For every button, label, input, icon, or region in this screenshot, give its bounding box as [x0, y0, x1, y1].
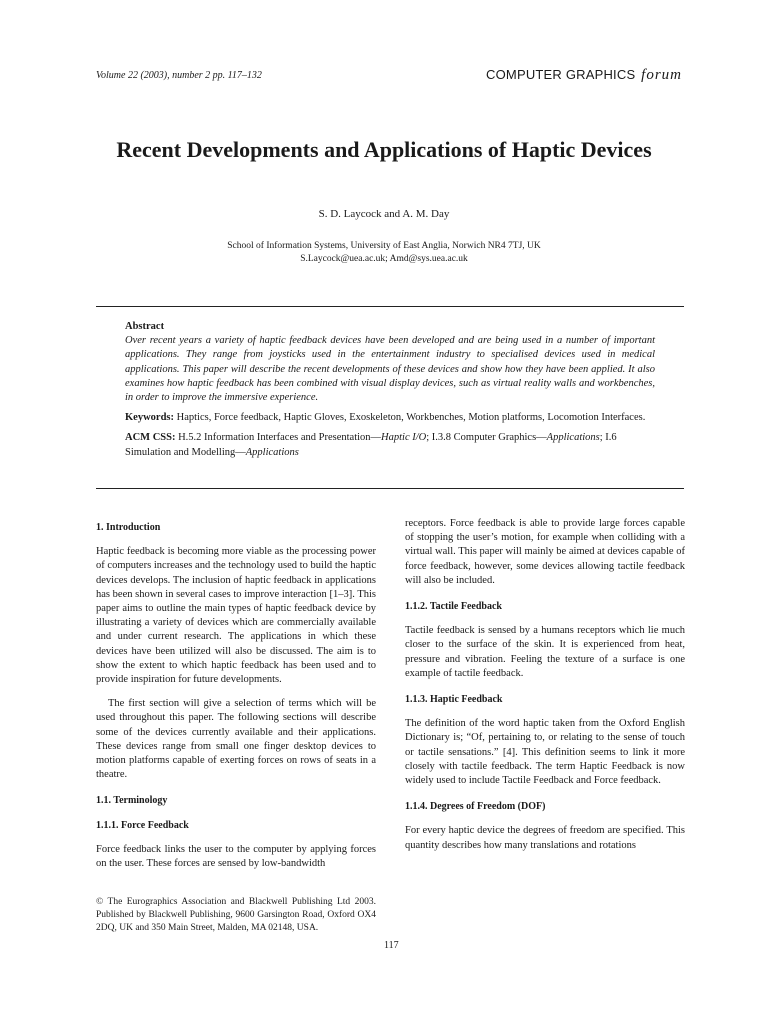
journal-name-forum: forum	[641, 67, 682, 83]
acm-part-1: H.5.2 Information Interfaces and Presentation—	[178, 432, 382, 444]
keywords	[125, 411, 655, 425]
affiliation-block	[0, 240, 768, 266]
page-number: 117	[384, 940, 399, 951]
section-heading-degrees-of-freedom: 1.1.4. Degrees of Freedom (DOF)	[405, 801, 546, 813]
affiliation: School of Information Systems, University of East Anglia, Norwich NR4 7TJ, UK	[227, 241, 541, 251]
abstract-section	[125, 320, 655, 460]
section-heading-terminology: 1.1. Terminology	[96, 795, 168, 807]
journal-name-main: COMPUTER GRAPHICS	[486, 67, 636, 82]
paper-authors: S. D. Laycock and A. M. Day	[318, 208, 450, 220]
dof-paragraph: For every haptic device the degrees of freedom are specified. This quantity describes how many translations and rotations	[405, 825, 685, 851]
acm-css	[125, 431, 655, 459]
keywords-label: Keywords:	[125, 412, 174, 424]
right-column	[405, 517, 685, 853]
abstract-top-rule	[96, 306, 684, 307]
acm-part-2-italic: Applications	[546, 432, 600, 444]
haptic-feedback-paragraph: The definition of the word haptic taken from the Oxford English Dictionary is; “Of, pertaining to, or relating to the sense of touch or tactile sensations.” [4]. This definition seems to link it more closely with tactile feedback. The term Haptic Feedback is now widely used to include Tactile Feedback and Force feedback.	[405, 718, 685, 787]
journal-name	[486, 67, 682, 84]
author-emails: S.Laycock@uea.ac.uk; Amd@sys.uea.ac.uk	[300, 254, 468, 264]
abstract-text: Over recent years a variety of haptic feedback devices have been developed and are being used in a number of important applications. They range from joysticks used in the entertainment industry to specialised devices used in medical applications. This paper will describe the recent developments of these devices and show how they have been applied. It also examines how haptic feedback has been combined with visual display devices, such as virtual reality walls and workbenches, in order to improve the immersive experience.	[125, 335, 655, 404]
acm-part-1-italic: Haptic I/O	[381, 432, 427, 444]
intro-paragraph-1: Haptic feedback is becoming more viable as the processing power of computers increases and the technology used to build the haptic devices develops. The inclusion of haptic feedback in applications has been shown in several cases to improve interaction [1–3]. This paper aims to outline the main types of haptic feedback device by illustrating a variety of devices which are commercially available and under current research. The applications in which these devices have been utilized will also be discussed. The aim is to show the extent to which haptic feedback has been used and to provide inspiration for future developments.	[96, 546, 376, 686]
force-feedback-paragraph: Force feedback links the user to the computer by applying forces on the user. These forces are sensed by low-bandwidth	[96, 843, 376, 870]
section-heading-introduction: 1. Introduction	[96, 522, 161, 533]
section-heading-force-feedback: 1.1.1. Force Feedback	[96, 819, 189, 831]
keywords-text: Haptics, Force feedback, Haptic Gloves, Exoskeleton, Workbenches, Motion platforms, Locomotion Interfaces.	[176, 412, 646, 424]
section-heading-tactile-feedback: 1.1.2. Tactile Feedback	[405, 601, 502, 613]
paper-title: Recent Developments and Applications of Haptic Devices	[116, 137, 652, 162]
copyright-footnote: © The Eurographics Association and Blackwell Publishing Ltd 2003. Published by Blackwell Publishing, 9600 Garsington Road, Oxford OX4 2DQ, UK and 350 Main Street, Malden, MA 02148, USA.	[96, 897, 376, 933]
section-heading-haptic-feedback: 1.1.3. Haptic Feedback	[405, 694, 503, 706]
left-column	[96, 521, 376, 871]
acm-label: ACM CSS:	[125, 432, 176, 444]
tactile-feedback-paragraph: Tactile feedback is sensed by a humans receptors which lie much closer to the surface of the skin. It is experienced from heat, pressure and vibration. Feeling the texture of a surface is one example of tactile feedback.	[405, 625, 685, 679]
acm-part-2: ; I.3.8 Computer Graphics—	[426, 432, 547, 444]
acm-part-3: ; I.6 Simulation and Modelling—	[125, 432, 617, 458]
force-feedback-continued: receptors. Force feedback is able to provide large forces capable of stopping the user’s motion, for example when colliding with a virtual wall. This paper will mainly be aimed at devices capable of force feedback, however, some devices allowing tactile feedback will also be included.	[405, 518, 685, 586]
volume-info: Volume 22 (2003), number 2 pp. 117–132	[96, 70, 262, 81]
abstract-bottom-rule	[96, 488, 684, 489]
abstract-heading: Abstract	[125, 321, 165, 332]
intro-paragraph-2: The first section will give a selection of terms which will be used throughout this paper. The following sections will describe some of the devices currently available and their applications. These devices range from small one finger desktop devices to motion platforms capable of exerting forces on rows of seats in a theatre.	[96, 698, 376, 781]
acm-part-3-italic: Applications	[245, 446, 299, 458]
